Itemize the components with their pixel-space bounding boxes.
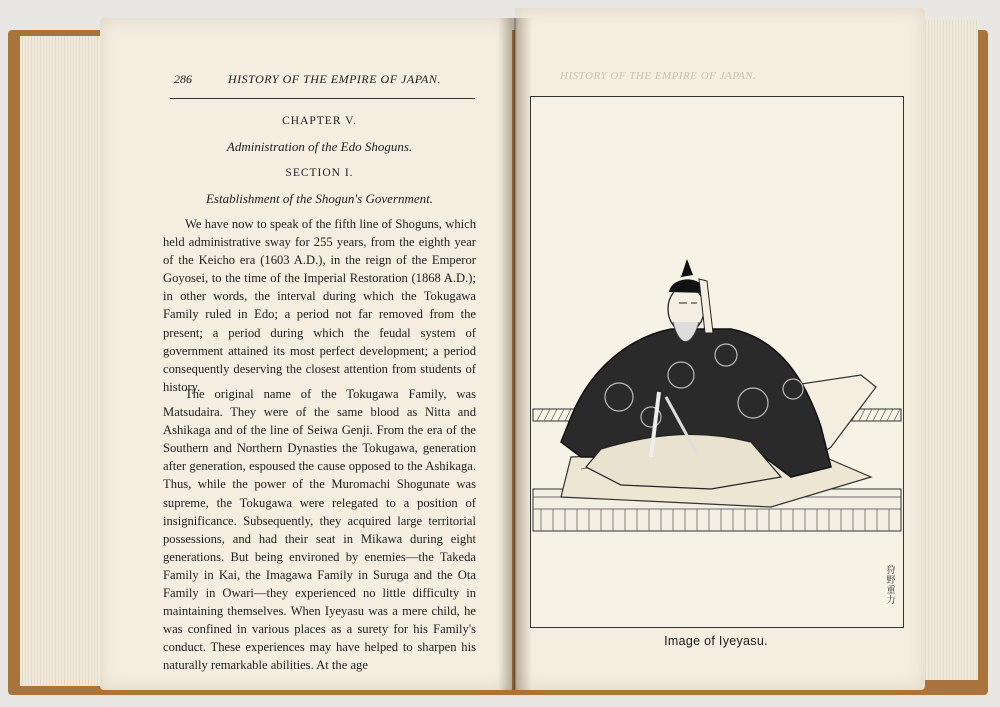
section-title: Establishment of the Shogun's Government.: [205, 191, 433, 206]
paragraph-1: [163, 215, 476, 396]
paragraph-text: The original name of the Tokugawa Family, was Matsudaira. They were of the same blood as Nitta and Ashikaga and of the line of Seiwa Genji. From the era of the Southern and Northern Dynasties the Tokugawa, generation after generation, espoused the cause opposed to the Ashikaga. Thus, while the power of the Muromachi Shogunate was supreme, the Tokugawa were relegated to a position of insignificance. Subsequently, they acquired large territorial possessions, and had their seat in Mikawa during eight generations. But being environed by enemies—the Takeda Family in Kai, the Imagawa Family in Suruga and the Ota Family in Owari—they experienced no little difficulty in maintaining themselves. When Iyeyasu was a mere child, he was confined in various places as a surety for his Family's conduct. These experiences may have helped to sharpen his naturally remarkable abilities. At the age: [163, 387, 476, 673]
paragraph-2: [163, 385, 476, 675]
iyeyasu-portrait-illustration: [531, 97, 903, 627]
page-number: 286: [174, 72, 192, 86]
section-heading: SECTION I.: [285, 167, 354, 179]
chapter-title: Administration of the Edo Shoguns.: [226, 139, 413, 154]
illustration-caption: Image of Iyeyasu.: [664, 634, 768, 648]
right-page-edges: [920, 20, 978, 680]
chapter-heading: CHAPTER V.: [282, 115, 357, 127]
illustration-plate: [530, 96, 904, 628]
book-gutter: [498, 18, 532, 690]
artist-seal: 狩 野 重 力: [886, 566, 896, 606]
running-head-title: HISTORY OF THE EMPIRE OF JAPAN.: [228, 72, 441, 86]
running-header: [170, 72, 475, 99]
paragraph-text: We have now to speak of the fifth line of Shoguns, which held administrative sway for 255 years, from the eighth year of the Keicho era (1603 A.D.), in the reign of the Emperor Goyosei, to the time of the Imperial Restoration (1868 A.D.); in other words, the interval during which the Tokugawa Family ruled in Edo; a period not far removed from the present; a period during which the feudal system of government attained its most perfect development; a period consequently deserving the closest attention from students of history.: [163, 217, 476, 394]
show-through-header: HISTORY OF THE EMPIRE OF JAPAN.: [560, 70, 757, 82]
